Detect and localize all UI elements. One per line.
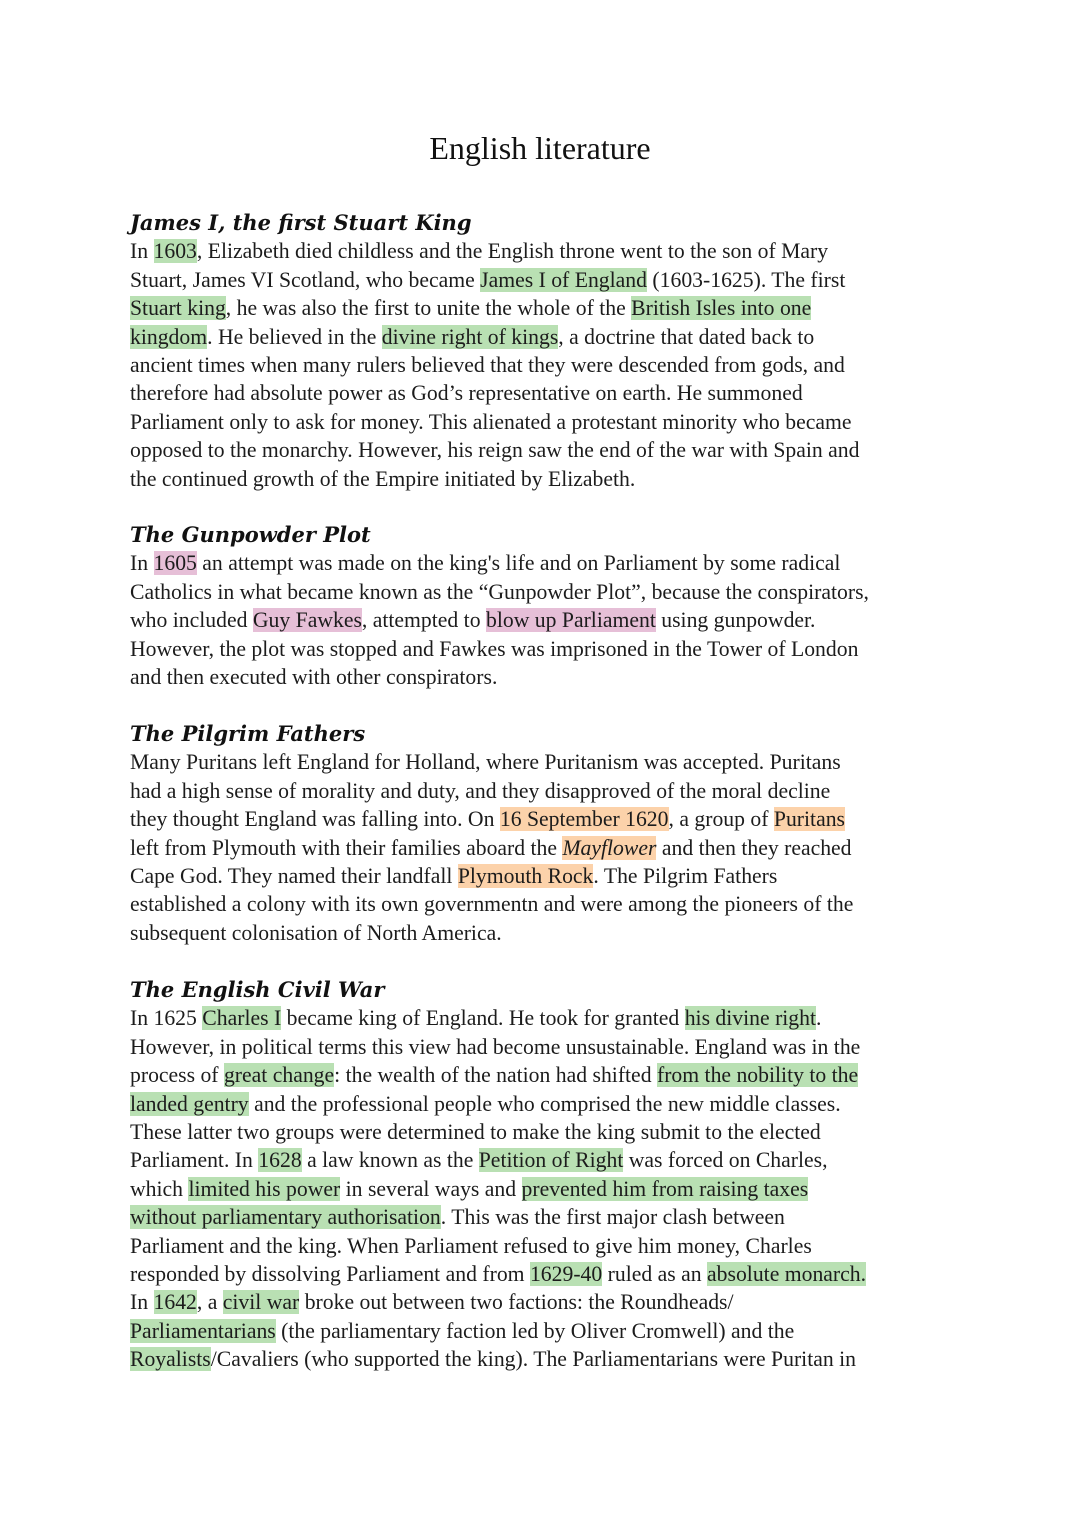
page-title: English literature xyxy=(429,130,651,166)
text-run: the continued growth of the Empire initiated by Elizabeth. xyxy=(130,466,636,491)
highlighted-term: Royalists xyxy=(130,1347,211,1372)
section-english-civil-war xyxy=(130,976,960,1374)
section-body xyxy=(130,237,960,493)
text-run: . The Pilgrim Fathers xyxy=(593,864,778,889)
text-run: . xyxy=(816,1006,822,1031)
highlighted-term: landed gentry xyxy=(130,1091,249,1116)
highlighted-term: 1603 xyxy=(153,239,197,264)
text-line xyxy=(130,465,960,493)
section-heading: The Gunpowder Plot xyxy=(130,522,371,547)
text-run: ancient times when many rulers believed that they were descended from gods, and xyxy=(130,353,845,378)
highlighted-term: civil war xyxy=(222,1290,300,1315)
text-run: using gunpowder. xyxy=(655,608,816,633)
text-run: , attempted to xyxy=(361,608,486,633)
section-heading: James I, the first Stuart King xyxy=(130,210,472,235)
text-line xyxy=(130,1090,960,1118)
text-line xyxy=(130,862,960,890)
text-line xyxy=(130,748,960,776)
highlighted-term: 1629-40 xyxy=(529,1262,603,1287)
text-run: : the wealth of the nation had shifted xyxy=(334,1063,657,1088)
section-gunpowder-plot xyxy=(130,521,960,691)
highlighted-term: great change xyxy=(223,1063,335,1088)
text-run: who included xyxy=(130,608,253,633)
text-run: In 1625 xyxy=(130,1006,203,1031)
highlighted-term: blow up Parliament xyxy=(485,608,656,633)
text-line xyxy=(130,890,960,918)
text-line xyxy=(130,777,960,805)
text-run: , a xyxy=(196,1290,223,1315)
text-line xyxy=(130,1004,960,1032)
text-run: . This was the first major clash between xyxy=(440,1205,785,1230)
text-run: which xyxy=(130,1176,189,1201)
text-line xyxy=(130,1317,960,1345)
text-run: therefore had absolute power as God’s representative on earth. He summoned xyxy=(130,381,803,406)
highlighted-term: Mayflower xyxy=(562,835,657,860)
highlighted-term: his divine right xyxy=(684,1006,817,1031)
highlighted-term: prevented him from raising taxes xyxy=(521,1176,809,1201)
text-line xyxy=(130,1288,960,1316)
text-run: Parliament and the king. When Parliament refused to give him money, Charles xyxy=(130,1233,812,1258)
highlighted-term: James I of England xyxy=(480,267,647,292)
text-line xyxy=(130,805,960,833)
highlighted-term: kingdom xyxy=(130,324,208,349)
text-run: process of xyxy=(130,1063,224,1088)
highlighted-term: British Isles into one xyxy=(631,296,812,321)
text-run: was forced on Charles, xyxy=(623,1148,828,1173)
text-line xyxy=(130,1260,960,1288)
section-heading: The Pilgrim Fathers xyxy=(130,721,366,746)
text-run: , a group of xyxy=(668,807,774,832)
text-run: Parliament only to ask for money. This alienated a protestant minority who became xyxy=(130,409,852,434)
text-run: and the professional people who comprised the new middle classes. xyxy=(248,1091,841,1116)
text-run: In xyxy=(130,551,154,576)
highlighted-term: Charles I xyxy=(202,1006,282,1031)
text-run: became king of England. He took for granted xyxy=(281,1006,685,1031)
text-run: broke out between two factions: the Roundheads/ xyxy=(299,1290,734,1315)
text-run: an attempt was made on the king's life and on Parliament by some radical xyxy=(196,551,841,576)
highlighted-term: limited his power xyxy=(188,1176,341,1201)
text-line xyxy=(130,606,960,634)
text-line xyxy=(130,834,960,862)
highlighted-term: Puritans xyxy=(773,807,845,832)
text-run: , he was also the first to unite the whole of the xyxy=(225,296,632,321)
text-line xyxy=(130,549,960,577)
text-run: However, the plot was stopped and Fawkes was imprisoned in the Tower of London xyxy=(130,636,859,661)
text-run: left from Plymouth with their families aboard the xyxy=(130,835,563,860)
section-pilgrim-fathers xyxy=(130,720,960,947)
text-run: These latter two groups were determined to make the king submit to the elected xyxy=(130,1120,821,1145)
section-heading: The English Civil War xyxy=(130,977,385,1002)
section-body xyxy=(130,1004,960,1373)
highlighted-term: 1642 xyxy=(153,1290,197,1315)
text-run: However, in political terms this view had become unsustainable. England was in the xyxy=(130,1034,861,1059)
text-run: Stuart, James VI Scotland, who became xyxy=(130,267,481,292)
highlighted-term: from the nobility to the xyxy=(656,1063,859,1088)
highlighted-term: 16 September 1620 xyxy=(499,807,669,832)
text-line xyxy=(130,351,960,379)
text-run: , Elizabeth died childless and the English throne went to the son of Mary xyxy=(196,239,829,264)
highlighted-term: Parliamentarians xyxy=(130,1318,276,1343)
text-run: Catholics in what became known as the “Gunpowder Plot”, because the conspirators, xyxy=(130,579,869,604)
highlighted-term: 1605 xyxy=(153,551,197,576)
text-run: . He believed in the xyxy=(207,324,382,349)
text-run: /Cavaliers (who supported the king). The Parliamentarians were Puritan in xyxy=(210,1347,856,1372)
text-line xyxy=(130,237,960,265)
text-run: (1603-1625). The first xyxy=(646,267,846,292)
text-run: in several ways and xyxy=(340,1176,522,1201)
highlighted-term: without parliamentary authorisation xyxy=(130,1205,441,1230)
highlighted-term: absolute monarch. xyxy=(707,1262,867,1287)
text-line xyxy=(130,408,960,436)
text-run: opposed to the monarchy. However, his reign saw the end of the war with Spain and xyxy=(130,438,860,463)
section-james-i xyxy=(130,209,960,493)
text-run: In xyxy=(130,239,154,264)
text-line xyxy=(130,578,960,606)
text-run: Parliament. In xyxy=(130,1148,259,1173)
highlighted-term: Petition of Right xyxy=(478,1148,624,1173)
text-line xyxy=(130,1061,960,1089)
text-run: Cape God. They named their landfall xyxy=(130,864,458,889)
section-body xyxy=(130,748,960,947)
text-run: and then they reached xyxy=(656,835,852,860)
text-line xyxy=(130,294,960,322)
text-run: had a high sense of morality and duty, and they disapproved of the moral decline xyxy=(130,778,831,803)
text-line xyxy=(130,1118,960,1146)
text-run: ruled as an xyxy=(602,1262,708,1287)
text-run: subsequent colonisation of North America. xyxy=(130,920,502,945)
text-line xyxy=(130,379,960,407)
text-run: and then executed with other conspirators. xyxy=(130,665,498,690)
text-run: (the parliamentary faction led by Oliver Cromwell) and the xyxy=(275,1318,795,1343)
text-line xyxy=(130,1203,960,1231)
text-line xyxy=(130,1232,960,1260)
text-run: they thought England was falling into. On xyxy=(130,807,500,832)
text-line xyxy=(130,1345,960,1373)
text-line xyxy=(130,436,960,464)
text-run: established a colony with its own governmentn and were among the pioneers of the xyxy=(130,892,854,917)
text-run: a law known as the xyxy=(301,1148,479,1173)
text-run: responded by dissolving Parliament and from xyxy=(130,1262,530,1287)
highlighted-term: 1628 xyxy=(258,1148,302,1173)
text-line xyxy=(130,1033,960,1061)
highlighted-term: Stuart king xyxy=(130,296,226,321)
text-line xyxy=(130,323,960,351)
text-line xyxy=(130,1146,960,1174)
text-line xyxy=(130,919,960,947)
text-line xyxy=(130,663,960,691)
text-line xyxy=(130,266,960,294)
text-line xyxy=(130,635,960,663)
text-run: Many Puritans left England for Holland, where Puritanism was accepted. Puritans xyxy=(130,750,841,775)
highlighted-term: divine right of kings xyxy=(381,324,559,349)
highlighted-term: Guy Fawkes xyxy=(252,608,362,633)
text-line xyxy=(130,1175,960,1203)
text-run: In xyxy=(130,1290,154,1315)
highlighted-term: Plymouth Rock xyxy=(457,864,594,889)
section-body xyxy=(130,549,960,691)
text-run: , a doctrine that dated back to xyxy=(558,324,815,349)
